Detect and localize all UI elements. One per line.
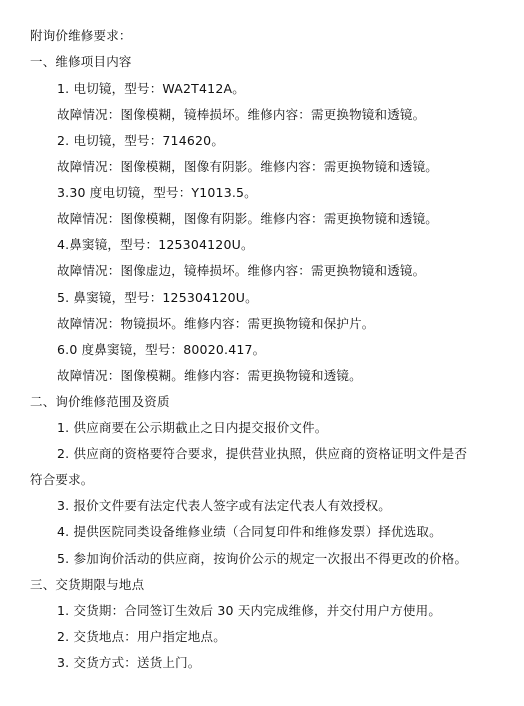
item6-title: 6.0 度鼻窦镜，型号：80020.417。 <box>57 342 266 357</box>
section1-heading: 一、维修项目内容 <box>30 54 132 69</box>
item2-title: 2. 电切镜，型号：714620。 <box>57 133 225 148</box>
req-item-4: 4. 提供医院同类设备维修业绩（合同复印件和维修发票）择优选取。 <box>57 524 442 539</box>
req-item-3: 3. 报价文件要有法定代表人签字或有法定代表人有效授权。 <box>57 498 392 513</box>
item6-fault: 故障情况：图像模糊。维修内容：需更换物镜和透镜。 <box>57 368 362 383</box>
delivery-item-2: 2. 交货地点：用户指定地点。 <box>57 629 226 644</box>
item2-fault: 故障情况：图像模糊，图像有阴影。维修内容：需更换物镜和透镜。 <box>57 159 439 174</box>
section3-heading: 三、交货期限与地点 <box>30 577 145 592</box>
intro-line: 附询价维修要求： <box>30 28 132 43</box>
section2-heading: 二、询价维修范围及资质 <box>30 394 170 409</box>
delivery-item-3: 3. 交货方式：送货上门。 <box>57 655 201 670</box>
item3-fault: 故障情况：图像模糊，图像有阴影。维修内容：需更换物镜和透镜。 <box>57 211 439 226</box>
item1-fault: 故障情况：图像模糊，镜棒损坏。维修内容：需更换物镜和透镜。 <box>57 107 426 122</box>
item3-title: 3.30 度电切镜，型号：Y1013.5。 <box>57 185 257 200</box>
item1-title: 1. 电切镜，型号：WA2T412A。 <box>57 81 245 96</box>
req-item-5: 5. 参加询价活动的供应商，按询价公示的规定一次报出不得更改的价格。 <box>57 551 468 566</box>
item4-title: 4.鼻窦镜，型号：125304120U。 <box>57 237 254 252</box>
item5-fault: 故障情况：物镜损坏。维修内容：需更换物镜和保护片。 <box>57 316 375 331</box>
item5-title: 5. 鼻窦镜，型号：125304120U。 <box>57 290 258 305</box>
req-item-1: 1. 供应商要在公示期截止之日内提交报价文件。 <box>57 420 328 435</box>
req-item-2: 2. 供应商的资格要符合要求，提供营业执照，供应商的资格证明文件是否 <box>57 446 468 461</box>
item4-fault: 故障情况：图像虚边，镜棒损坏。维修内容：需更换物镜和透镜。 <box>57 263 426 278</box>
req-item-2-continuation: 符合要求。 <box>30 472 94 487</box>
delivery-item-1: 1. 交货期：合同签订生效后 30 天内完成维修，并交付用户方使用。 <box>57 603 442 618</box>
